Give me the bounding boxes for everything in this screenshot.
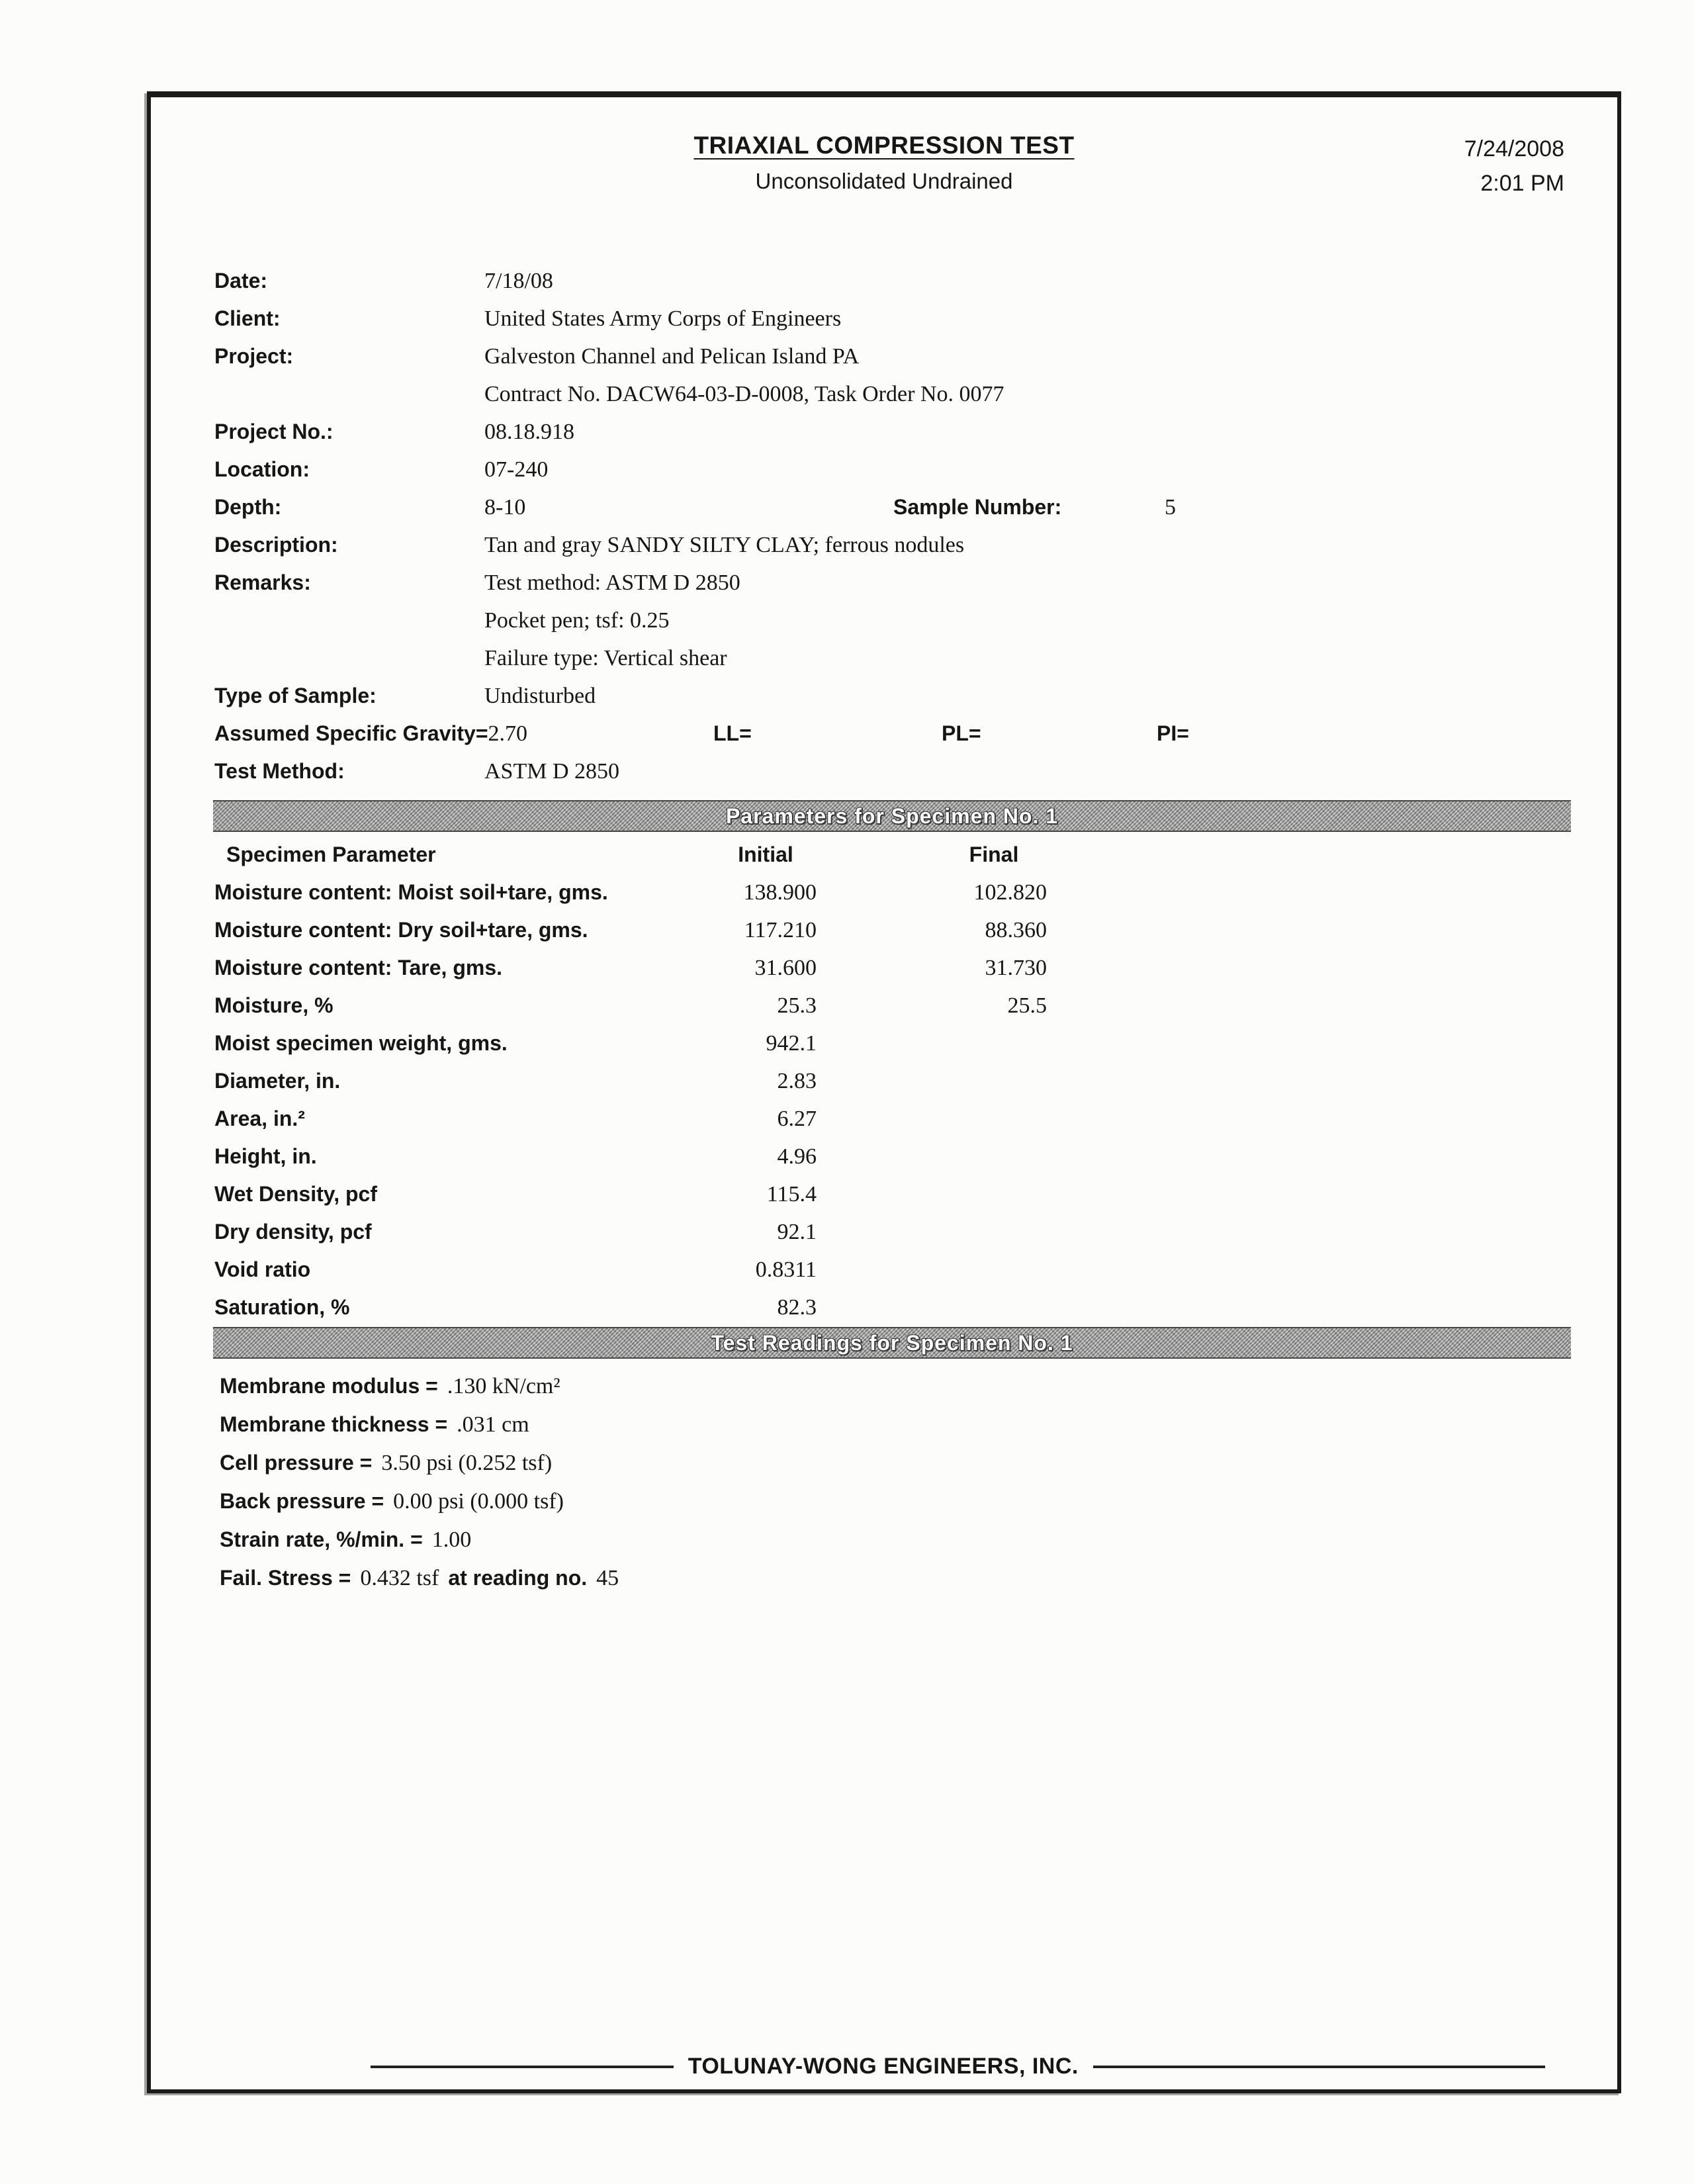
title-block — [151, 132, 1617, 194]
pl-label: PL= — [942, 721, 981, 745]
table-row — [214, 1251, 1578, 1289]
info-row-date — [214, 262, 1578, 300]
reading-value: 0.432 tsf — [360, 1566, 439, 1590]
footer — [371, 2054, 1545, 2079]
reading-line — [220, 1482, 1570, 1520]
column-header-final: Final — [969, 842, 1019, 866]
reading-label: Cell pressure = — [220, 1451, 373, 1475]
specific-gravity-label: Assumed Specific Gravity= — [214, 721, 488, 745]
initial-value: 942.1 — [766, 1031, 817, 1056]
parameter-name: Saturation, % — [214, 1295, 350, 1319]
table-row — [214, 1138, 1578, 1175]
final-value: 25.5 — [1007, 993, 1047, 1018]
info-value: 8-10 — [484, 495, 526, 520]
info-value: 08.18.918 — [484, 420, 574, 444]
initial-value: 117.210 — [744, 918, 817, 942]
ll-label: LL= — [713, 721, 752, 745]
info-label: Description: — [214, 533, 338, 557]
parameters-table — [214, 836, 1578, 1326]
print-date: 7/24/2008 — [1464, 136, 1564, 161]
info-row-specific-gravity — [214, 715, 1578, 752]
table-row — [214, 1024, 1578, 1062]
readings-bar-title: Test Readings for Specimen No. 1 — [711, 1330, 1073, 1355]
parameter-name: Dry density, pcf — [214, 1220, 372, 1244]
initial-value: 82.3 — [777, 1295, 817, 1320]
info-row-remarks-3 — [214, 639, 1578, 677]
reading-line — [220, 1405, 1570, 1443]
table-row — [214, 1062, 1578, 1100]
parameter-name: Moisture content: Moist soil+tare, gms. — [214, 880, 608, 904]
info-value: 7/18/08 — [484, 269, 553, 293]
info-row-location — [214, 451, 1578, 488]
final-value: 102.820 — [973, 880, 1047, 905]
info-row-remarks — [214, 564, 1578, 602]
parameter-name: Void ratio — [214, 1257, 311, 1281]
initial-value: 2.83 — [777, 1069, 817, 1093]
info-value: Contract No. DACW64-03-D-0008, Task Order No. 0077 — [484, 382, 1004, 406]
initial-value: 92.1 — [777, 1220, 817, 1244]
initial-value: 138.900 — [743, 880, 817, 905]
reading-line — [220, 1367, 1570, 1405]
parameter-name: Moisture content: Dry soil+tare, gms. — [214, 918, 588, 942]
info-value: Pocket pen; tsf: 0.25 — [484, 608, 670, 633]
table-row — [214, 949, 1578, 987]
sample-info-section — [214, 262, 1578, 790]
initial-value: 4.96 — [777, 1144, 817, 1169]
info-value: Undisturbed — [484, 684, 596, 708]
sample-number-value: 5 — [1165, 495, 1176, 520]
info-label: Type of Sample: — [214, 684, 377, 707]
table-row — [214, 987, 1578, 1024]
initial-value: 0.8311 — [755, 1257, 817, 1282]
reading-value: 1.00 — [431, 1527, 472, 1552]
info-row-client — [214, 300, 1578, 338]
parameter-name: Diameter, in. — [214, 1069, 341, 1093]
reading-label: Membrane modulus = — [220, 1374, 438, 1398]
info-value: Tan and gray SANDY SILTY CLAY; ferrous nodules — [484, 533, 965, 557]
final-value: 31.730 — [985, 956, 1047, 980]
reading-value: 0.00 psi (0.000 tsf) — [393, 1489, 564, 1514]
initial-value: 25.3 — [777, 993, 817, 1018]
info-label: Client: — [214, 306, 281, 330]
info-row-depth — [214, 488, 1578, 526]
info-label: Test Method: — [214, 759, 345, 783]
company-name: TOLUNAY-WONG ENGINEERS, INC. — [688, 2054, 1079, 2079]
reading-line — [220, 1443, 1570, 1482]
footer-rule-left — [371, 2066, 674, 2068]
footer-rule-right — [1093, 2066, 1545, 2068]
report-subtitle: Unconsolidated Undrained — [755, 169, 1013, 193]
info-label: Location: — [214, 457, 310, 481]
info-row-project — [214, 338, 1578, 375]
table-row — [214, 911, 1578, 949]
reading-value: 3.50 psi (0.252 tsf) — [381, 1451, 553, 1475]
reading-value: .031 cm — [457, 1412, 529, 1437]
readings-section-header-bar — [213, 1327, 1571, 1359]
parameter-name: Moist specimen weight, gms. — [214, 1031, 508, 1055]
info-label: Project: — [214, 344, 294, 368]
report-title: TRIAXIAL COMPRESSION TEST — [693, 132, 1075, 159]
test-readings-section — [220, 1367, 1570, 1597]
print-time: 2:01 PM — [1480, 171, 1564, 196]
info-row-project-no — [214, 413, 1578, 451]
parameter-name: Height, in. — [214, 1144, 317, 1168]
parameters-table-header — [214, 836, 1578, 874]
reading-line-fail-stress — [220, 1559, 1570, 1597]
info-label: Remarks: — [214, 570, 311, 594]
table-row — [214, 874, 1578, 911]
final-value: 88.360 — [985, 918, 1047, 942]
initial-value: 31.600 — [754, 956, 817, 980]
table-row — [214, 1289, 1578, 1326]
specific-gravity-value: 2.70 — [488, 721, 528, 746]
table-row — [214, 1100, 1578, 1138]
info-value: Galveston Channel and Pelican Island PA — [484, 344, 860, 369]
info-row-contract — [214, 375, 1578, 413]
reading-label: Membrane thickness = — [220, 1412, 448, 1436]
info-row-type-of-sample — [214, 677, 1578, 715]
reading-line — [220, 1520, 1570, 1559]
parameter-name: Area, in.² — [214, 1107, 305, 1130]
reading-label: Back pressure = — [220, 1489, 384, 1513]
table-row — [214, 1175, 1578, 1213]
info-value: Failure type: Vertical shear — [484, 646, 727, 670]
info-value: Test method: ASTM D 2850 — [484, 570, 740, 595]
column-header-parameter: Specimen Parameter — [226, 842, 436, 866]
info-value: ASTM D 2850 — [484, 759, 620, 784]
info-label: Depth: — [214, 495, 282, 519]
reading-label: Strain rate, %/min. = — [220, 1527, 423, 1551]
print-datetime — [1464, 132, 1564, 201]
reading-label-suffix: at reading no. — [448, 1566, 588, 1590]
pi-label: PI= — [1157, 721, 1189, 745]
sample-number-label: Sample Number: — [893, 495, 1062, 519]
info-row-test-method — [214, 752, 1578, 790]
reading-value: .130 kN/cm² — [447, 1374, 560, 1398]
table-row — [214, 1213, 1578, 1251]
info-row-remarks-2 — [214, 602, 1578, 639]
info-value: 07-240 — [484, 457, 549, 482]
reading-value-suffix: 45 — [596, 1566, 619, 1590]
info-label: Date: — [214, 269, 268, 293]
column-header-initial: Initial — [738, 842, 793, 866]
parameters-bar-title: Parameters for Specimen No. 1 — [725, 803, 1059, 828]
parameter-name: Moisture, % — [214, 993, 334, 1017]
initial-value: 115.4 — [766, 1182, 817, 1206]
info-row-description — [214, 526, 1578, 564]
info-label: Project No.: — [214, 420, 334, 443]
parameter-name: Moisture content: Tare, gms. — [214, 956, 503, 979]
parameters-section-header-bar — [213, 800, 1571, 832]
initial-value: 6.27 — [777, 1107, 817, 1131]
document-border — [147, 91, 1621, 2093]
info-value: United States Army Corps of Engineers — [484, 306, 842, 331]
reading-label: Fail. Stress = — [220, 1566, 351, 1590]
parameter-name: Wet Density, pcf — [214, 1182, 377, 1206]
